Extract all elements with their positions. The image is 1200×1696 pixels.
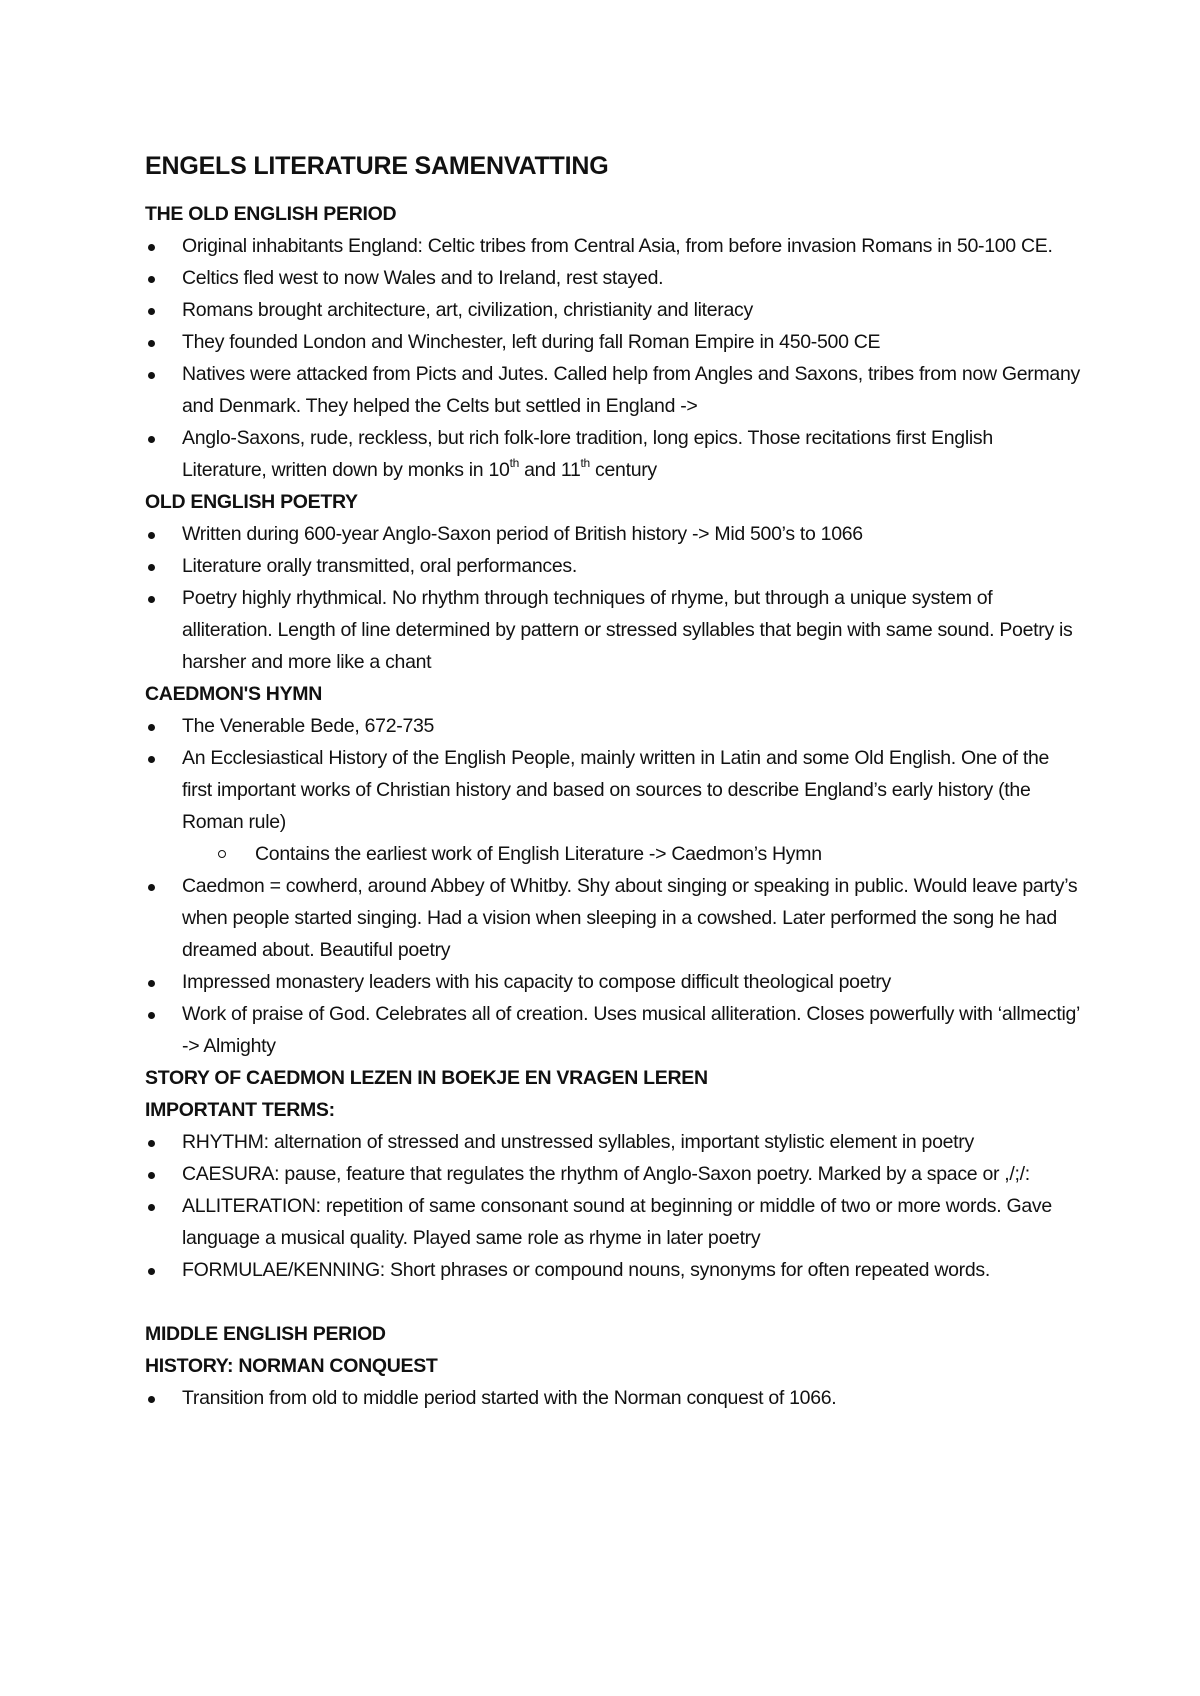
list-item (145, 262, 1080, 294)
bullet-icon (148, 532, 155, 539)
bullet-icon (148, 884, 155, 891)
bullet-icon (148, 372, 155, 379)
list-old-english-period (145, 230, 1080, 486)
list-item-text: Caedmon = cowherd, around Abbey of Whitby. Shy about singing or speaking in public. Would leave party’s when people started singing. Had a vision when sleeping in a cowshed. Later performed the song he had dreamed about. Beautiful poetry (182, 875, 1078, 961)
document-title: ENGELS LITERATURE SAMENVATTING (145, 152, 609, 180)
list-item-text: Celtics fled west to now Wales and to Ireland, rest stayed. (182, 267, 664, 289)
list-item (145, 582, 1080, 678)
list-item-text: Original inhabitants England: Celtic tribes from Central Asia, from before invasion Romans in 50-100 CE. (182, 235, 1053, 257)
heading-caedmons-hymn: CAEDMON'S HYMN (145, 683, 323, 705)
list-item (145, 422, 1080, 486)
list-item-text: Transition from old to middle period started with the Norman conquest of 1066. (182, 1387, 837, 1409)
list-item (145, 230, 1080, 262)
list-item (145, 358, 1080, 422)
list-item-text: They founded London and Winchester, left during fall Roman Empire in 450-500 CE (182, 331, 881, 353)
list-important-terms (145, 1126, 1080, 1286)
list-old-english-poetry (145, 518, 1080, 678)
superscript: th (509, 455, 519, 470)
bullet-icon (148, 1268, 155, 1275)
bullet-icon (148, 1012, 155, 1019)
bullet-icon (148, 1204, 155, 1211)
list-item-text: century (589, 459, 657, 481)
list-item (145, 518, 1080, 550)
list-item (145, 870, 1080, 966)
list-item-text: Anglo-Saxons, rude, reckless, but rich folk-lore tradition, long epics. Those recitations first English Literature, written down by monks in 10 (182, 427, 993, 481)
list-item-text: FORMULAE/KENNING: Short phrases or compound nouns, synonyms for often repeated words. (182, 1259, 990, 1281)
superscript: th (580, 455, 590, 470)
bullet-icon (148, 436, 155, 443)
heading-middle-english-period: MIDDLE ENGLISH PERIOD (145, 1323, 386, 1345)
list-item (145, 1382, 1080, 1414)
list-norman-conquest (145, 1382, 1080, 1414)
bullet-icon (148, 724, 155, 731)
list-caedmons-hymn (145, 710, 1080, 1062)
list-item (145, 1190, 1080, 1254)
list-item (145, 326, 1080, 358)
list-item-text: Natives were attacked from Picts and Jutes. Called help from Angles and Saxons, tribes from now Germany and Denmark. They helped the Celts but settled in England -> (182, 363, 1080, 417)
bullet-icon (148, 244, 155, 251)
list-item-text: Work of praise of God. Celebrates all of creation. Uses musical alliteration. Closes powerfully with ‘allmectig’ -> Almighty (182, 1003, 1080, 1057)
list-item-text: and 11 (518, 459, 581, 481)
bullet-icon (148, 596, 155, 603)
list-item-text: An Ecclesiastical History of the English People, mainly written in Latin and some Old English. One of the first important works of Christian history and based on sources to describe England’s early history (the Roman rule) (182, 747, 1050, 833)
hollow-bullet-icon (218, 850, 226, 858)
list-item (145, 966, 1080, 998)
bullet-icon (148, 1172, 155, 1179)
list-item (145, 1254, 1080, 1286)
bullet-icon (148, 756, 155, 763)
list-item (145, 710, 1080, 742)
list-item-text: CAESURA: pause, feature that regulates the rhythm of Anglo-Saxon poetry. Marked by a space or ,/;/: (182, 1163, 1030, 1185)
heading-old-english-period: THE OLD ENGLISH PERIOD (145, 203, 397, 225)
list-item (145, 1126, 1080, 1158)
heading-story-of-caedmon: STORY OF CAEDMON LEZEN IN BOEKJE EN VRAGEN LEREN (145, 1067, 708, 1089)
list-item-text: Impressed monastery leaders with his capacity to compose difficult theological poetry (182, 971, 891, 993)
list-item (145, 294, 1080, 326)
bullet-icon (148, 1396, 155, 1403)
sub-list-item (145, 838, 1080, 870)
list-item (145, 742, 1080, 838)
list-item-text: ALLITERATION: repetition of same consonant sound at beginning or middle of two or more words. Gave language a musical quality. Played same role as rhyme in later poetry (182, 1195, 1052, 1249)
heading-old-english-poetry: OLD ENGLISH POETRY (145, 491, 358, 513)
heading-norman-conquest: HISTORY: NORMAN CONQUEST (145, 1355, 438, 1377)
list-item-text: Literature orally transmitted, oral performances. (182, 555, 577, 577)
list-item-text: RHYTHM: alternation of stressed and unstressed syllables, important stylistic element in poetry (182, 1131, 974, 1153)
list-item-text: Poetry highly rhythmical. No rhythm through techniques of rhyme, but through a unique system of alliteration. Length of line determined by pattern or stressed syllables that begin with same sound. Poetry is harsher and more like a chant (182, 587, 1073, 673)
bullet-icon (148, 564, 155, 571)
list-item-text: Romans brought architecture, art, civilization, christianity and literacy (182, 299, 753, 321)
list-item (145, 998, 1080, 1062)
bullet-icon (148, 340, 155, 347)
bullet-icon (148, 276, 155, 283)
bullet-icon (148, 308, 155, 315)
heading-important-terms: IMPORTANT TERMS: (145, 1099, 335, 1121)
list-item-text: The Venerable Bede, 672-735 (182, 715, 435, 737)
list-item-text: Contains the earliest work of English Literature -> Caedmon’s Hymn (255, 843, 822, 865)
list-item (145, 1158, 1080, 1190)
list-item (145, 550, 1080, 582)
bullet-icon (148, 980, 155, 987)
bullet-icon (148, 1140, 155, 1147)
list-item-text: Written during 600-year Anglo-Saxon period of British history -> Mid 500’s to 1066 (182, 523, 863, 545)
